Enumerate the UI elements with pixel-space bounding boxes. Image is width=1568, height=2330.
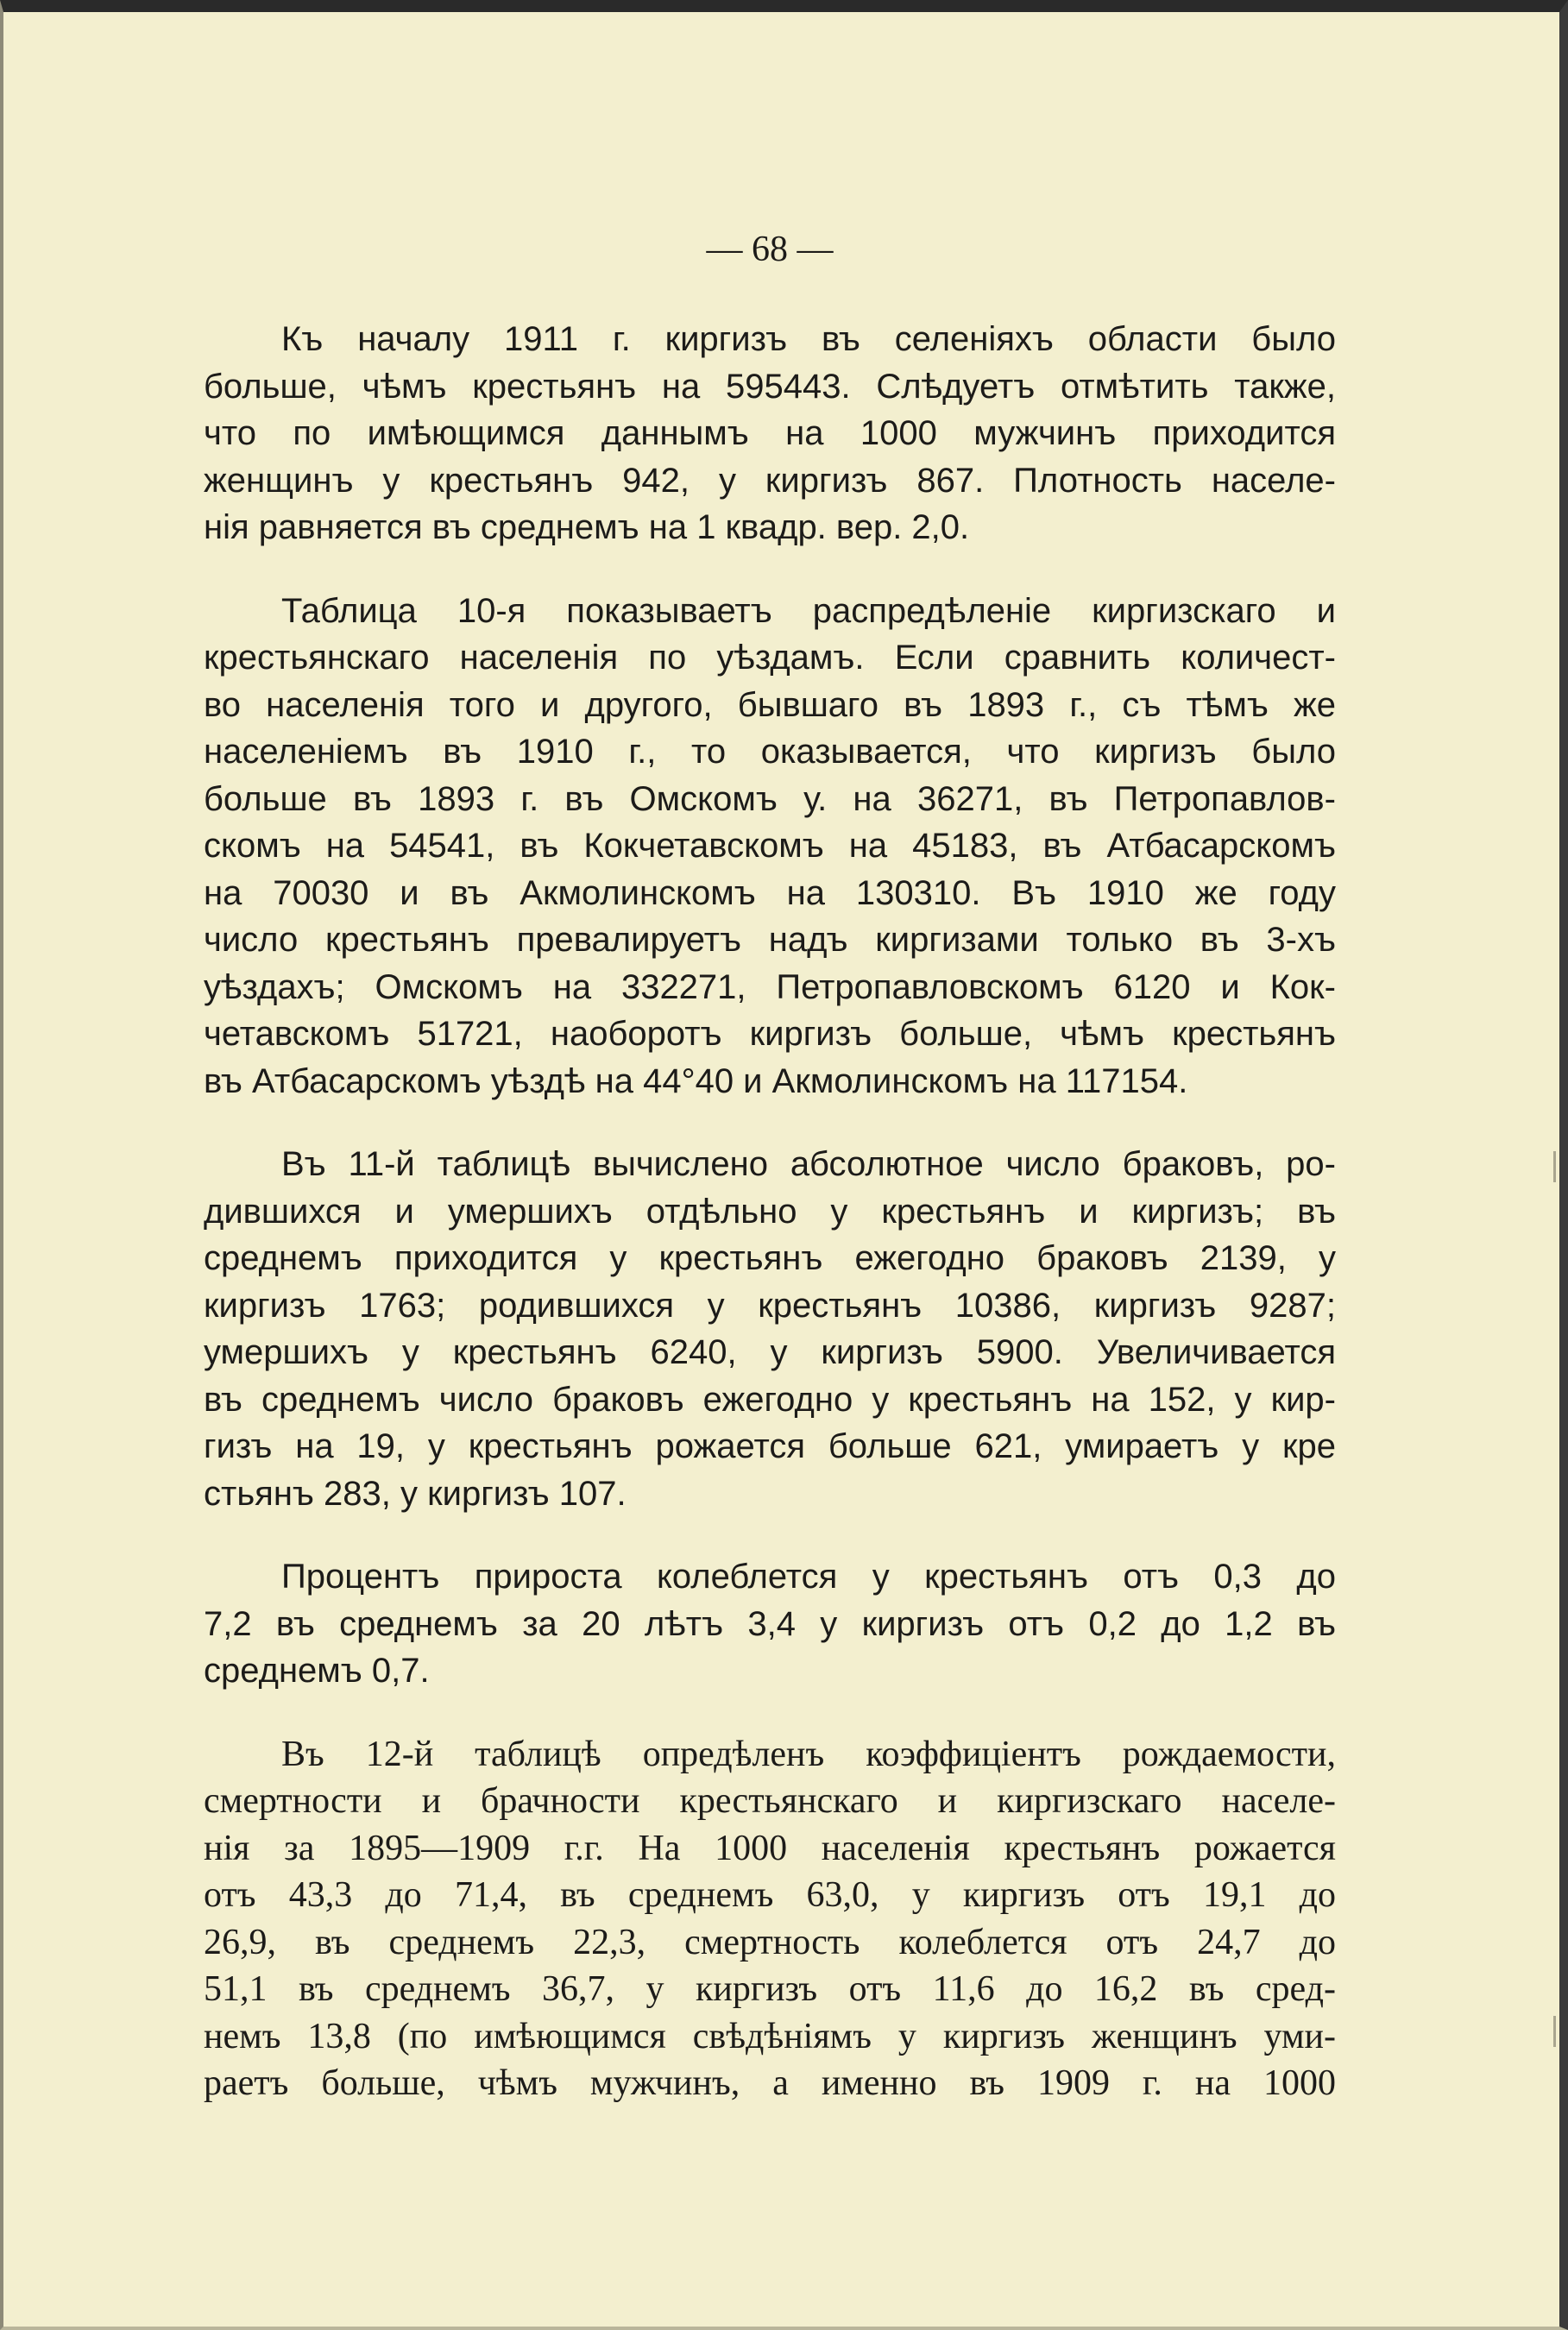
text-line: киргизъ 1763; родившихся у крестьянъ 10386, киргизъ 9287; <box>204 1286 1336 1325</box>
text-line: число крестьянъ превалируетъ надъ киргизами только въ 3-хъ <box>204 921 1336 959</box>
text-line: крестьянскаго населенія по уѣздамъ. Если сравнить количест- <box>204 639 1336 677</box>
text-line: больше, чѣмъ крестьянъ на 595443. Слѣдуетъ отмѣтить также, <box>204 367 1336 406</box>
text-line: Въ 11-й таблицѣ вычислено абсолютное число браковъ, ро- <box>281 1145 1336 1183</box>
text-line: четавскомъ 51721, наоборотъ киргизъ больше, чѣмъ крестьянъ <box>204 1015 1336 1053</box>
text-line: женщинъ у крестьянъ 942, у киргизъ 867. Плотность населе- <box>204 461 1336 500</box>
paragraph-1 <box>204 316 1336 551</box>
text-line: что по имѣющимся даннымъ на 1000 мужчинъ приходится <box>204 414 1336 452</box>
text-line: отъ 43,3 до 71,4, въ среднемъ 63,0, у киргизъ отъ 19,1 до <box>204 1875 1336 1915</box>
text-line: дившихся и умершихъ отдѣльно у крестьянъ и киргизъ; въ <box>204 1192 1336 1231</box>
text-line: на 70030 и въ Акмолинскомъ на 130310. Въ 1910 же году <box>204 873 1336 912</box>
text-line: Процентъ прироста колеблется у крестьянъ отъ 0,3 до <box>281 1558 1336 1596</box>
text-line: 26,9, въ среднемъ 22,3, смертность колеблется отъ 24,7 до <box>204 1922 1336 1962</box>
text-line: скомъ на 54541, въ Кокчетавскомъ на 45183, въ Атбасарскомъ <box>204 827 1336 865</box>
text-line: 7,2 въ среднемъ за 20 лѣтъ 3,4 у киргизъ отъ 0,2 до 1,2 въ <box>204 1604 1336 1643</box>
text-line: гизъ на 19, у крестьянъ рожается больше 621, умираетъ у кре <box>204 1427 1336 1465</box>
paragraph-3 <box>204 1141 1336 1517</box>
text-line: нія равняется въ среднемъ на 1 квадр. вер. 2,0. <box>204 508 970 546</box>
paragraph-5 <box>204 1731 1336 2107</box>
page-number: — 68 — <box>706 230 834 269</box>
text-line: среднемъ 0,7. <box>204 1652 430 1690</box>
right-edge-mark-2 <box>1553 2016 1556 2047</box>
text-line: 51,1 въ среднемъ 36,7, у киргизъ отъ 11,6 до 16,2 въ сред- <box>204 1969 1336 2009</box>
text-line: во населенія того и другого, бывшаго въ 1893 г., съ тѣмъ же <box>204 685 1336 724</box>
paragraph-4 <box>204 1553 1336 1695</box>
text-line: Таблица 10-я показываетъ распредѣленіе киргизскаго и <box>281 591 1336 630</box>
text-line: умершихъ у крестьянъ 6240, у киргизъ 5900. Увеличивается <box>204 1333 1336 1371</box>
text-line: немъ 13,8 (по имѣющимся свѣдѣніямъ у киргизъ женщинъ уми- <box>204 2016 1336 2056</box>
text-line: уѣздахъ; Омскомъ на 332271, Петропавловскомъ 6120 и Кок- <box>204 967 1336 1006</box>
text-line: Къ началу 1911 г. киргизъ въ селеніяхъ области было <box>281 320 1336 358</box>
text-line: среднемъ приходится у крестьянъ ежегодно браковъ 2139, у <box>204 1239 1336 1277</box>
paragraph-2 <box>204 588 1336 1105</box>
text-line: населеніемъ въ 1910 г., то оказывается, что киргизъ было <box>204 733 1336 771</box>
text-line: Въ 12-й таблицѣ опредѣленъ коэффиціентъ рождаемости, <box>281 1734 1336 1774</box>
text-line: стьянъ 283, у киргизъ 107. <box>204 1474 627 1513</box>
text-line: въ Атбасарскомъ уѣздѣ на 44°40 и Акмолинскомъ на 117154. <box>204 1061 1188 1100</box>
text-line: нія за 1895—1909 г.г. На 1000 населенія крестьянъ рожается <box>204 1828 1336 1868</box>
text-line: больше въ 1893 г. въ Омскомъ у. на 36271, въ Петропавлов- <box>204 779 1336 818</box>
text-line: раетъ больше, чѣмъ мужчинъ, а именно въ 1909 г. на 1000 <box>204 2063 1336 2103</box>
text-line: смертности и брачности крестьянскаго и киргизскаго населе- <box>204 1781 1336 1821</box>
text-line: въ среднемъ число браковъ ежегодно у крестьянъ на 152, у кир- <box>204 1380 1336 1419</box>
right-edge-mark-1 <box>1553 1151 1556 1182</box>
document-page <box>204 211 1336 2109</box>
